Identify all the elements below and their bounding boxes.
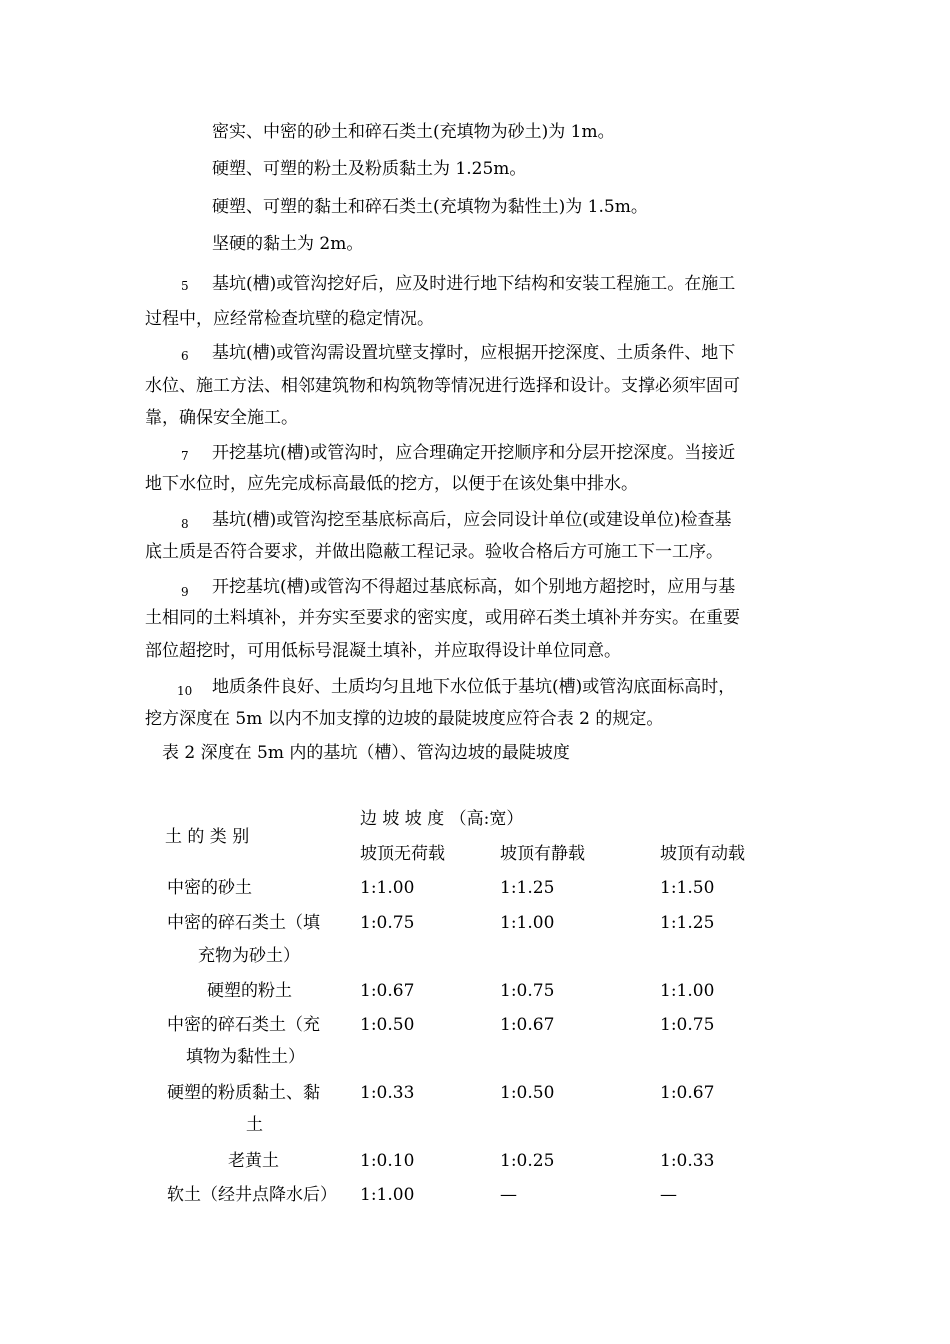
table-cell-value: 1:0.75 — [500, 981, 555, 1001]
paragraph-line: 开挖基坑(槽)或管沟不得超过基底标高，如个别地方超挖时，应用与基 — [212, 577, 736, 597]
intro-line: 密实、中密的砂土和碎石类土(充填物为砂土)为 1m。 — [212, 122, 615, 142]
table-cell-value: 1:0.67 — [500, 1015, 555, 1035]
table-cell-category: 中密的碎石类土（充 — [167, 1015, 320, 1035]
table-cell-value: 1:1.00 — [660, 981, 715, 1001]
table-cell-value: 1:0.50 — [500, 1083, 555, 1103]
table-caption: 表 2 深度在 5m 内的基坑（槽）、管沟边坡的最陡坡度 — [162, 743, 570, 763]
paragraph-number: 9 — [181, 585, 189, 599]
table-cell-value: 1:0.67 — [360, 981, 415, 1001]
table-cell-value: 1:0.25 — [500, 1151, 555, 1171]
table-cell-category: 中密的碎石类土（填 — [167, 913, 320, 933]
table-subheader: 坡顶无荷载 — [360, 844, 445, 864]
table-cell-category: 老黄土 — [228, 1151, 279, 1171]
paragraph-line: 地下水位时，应先完成标高最低的挖方，以便于在该处集中排水。 — [145, 474, 638, 494]
table-cell-value: 1:0.75 — [360, 913, 415, 933]
paragraph-line: 开挖基坑(槽)或管沟时，应合理确定开挖顺序和分层开挖深度。当接近 — [212, 443, 736, 463]
paragraph-number: 5 — [181, 279, 189, 293]
paragraph-line: 过程中，应经常检查坑壁的稳定情况。 — [145, 309, 434, 329]
paragraph-line: 基坑(槽)或管沟挖至基底标高后，应会同设计单位(或建设单位)检查基 — [212, 510, 732, 530]
intro-line: 坚硬的黏土为 2m。 — [212, 234, 364, 254]
paragraph-line: 基坑(槽)或管沟挖好后，应及时进行地下结构和安装工程施工。在施工 — [212, 274, 736, 294]
table-header-slope: 边 坡 坡 度 （高:宽） — [360, 809, 524, 829]
intro-line: 硬塑、可塑的黏土和碎石类土(充填物为黏性土)为 1.5m。 — [212, 197, 648, 217]
table-cell-category: 硬塑的粉土 — [207, 981, 292, 1001]
paragraph-line: 土相同的土料填补，并夯实至要求的密实度，或用碎石类土填补并夯实。在重要 — [145, 608, 740, 628]
table-cell-value: 1:0.67 — [660, 1083, 715, 1103]
table-cell-value: 1:1.25 — [660, 913, 715, 933]
paragraph-line: 基坑(槽)或管沟需设置坑壁支撑时，应根据开挖深度、土质条件、地下 — [212, 343, 736, 363]
table-header-category: 土 的 类 别 — [165, 827, 250, 847]
paragraph-number: 10 — [177, 684, 193, 698]
paragraph-line: 水位、施工方法、相邻建筑物和构筑物等情况进行选择和设计。支撑必须牢固可 — [145, 376, 740, 396]
paragraph-number: 7 — [181, 449, 189, 463]
table-cell-category: 充物为砂土） — [198, 946, 300, 966]
paragraph-number: 8 — [181, 517, 189, 531]
table-cell-value: 1:1.50 — [660, 878, 715, 898]
table-cell-value: 1:0.75 — [660, 1015, 715, 1035]
paragraph-line: 靠，确保安全施工。 — [145, 408, 298, 428]
table-cell-value: 1:0.50 — [360, 1015, 415, 1035]
table-cell-category: 硬塑的粉质黏土、黏 — [167, 1083, 320, 1103]
paragraph-line: 部位超挖时，可用低标号混凝土填补，并应取得设计单位同意。 — [145, 641, 621, 661]
table-cell-value: 1:0.33 — [660, 1151, 715, 1171]
table-subheader: 坡顶有静载 — [500, 844, 585, 864]
table-subheader: 坡顶有动载 — [660, 844, 745, 864]
table-cell-category: 中密的砂土 — [167, 878, 252, 898]
paragraph-line: 挖方深度在 5m 以内不加支撑的边坡的最陡坡度应符合表 2 的规定。 — [145, 709, 664, 729]
table-cell-value: 1:1.00 — [500, 913, 555, 933]
paragraph-line: 地质条件良好、土质均匀且地下水位低于基坑(槽)或管沟底面标高时， — [212, 677, 736, 697]
paragraph-line: 底土质是否符合要求，并做出隐蔽工程记录。验收合格后方可施工下一工序。 — [145, 542, 723, 562]
table-cell-category: 土 — [246, 1115, 263, 1135]
table-cell-value: — — [660, 1185, 677, 1205]
table-cell-value: 1:1.00 — [360, 1185, 415, 1205]
table-cell-category: 填物为黏性土） — [186, 1047, 305, 1067]
intro-line: 硬塑、可塑的粉土及粉质黏土为 1.25m。 — [212, 159, 527, 179]
table-cell-value: 1:0.10 — [360, 1151, 415, 1171]
table-cell-value: — — [500, 1185, 517, 1205]
table-cell-value: 1:1.25 — [500, 878, 555, 898]
paragraph-number: 6 — [181, 349, 189, 363]
table-cell-value: 1:0.33 — [360, 1083, 415, 1103]
table-cell-category: 软土（经井点降水后） — [167, 1185, 337, 1205]
table-cell-value: 1:1.00 — [360, 878, 415, 898]
